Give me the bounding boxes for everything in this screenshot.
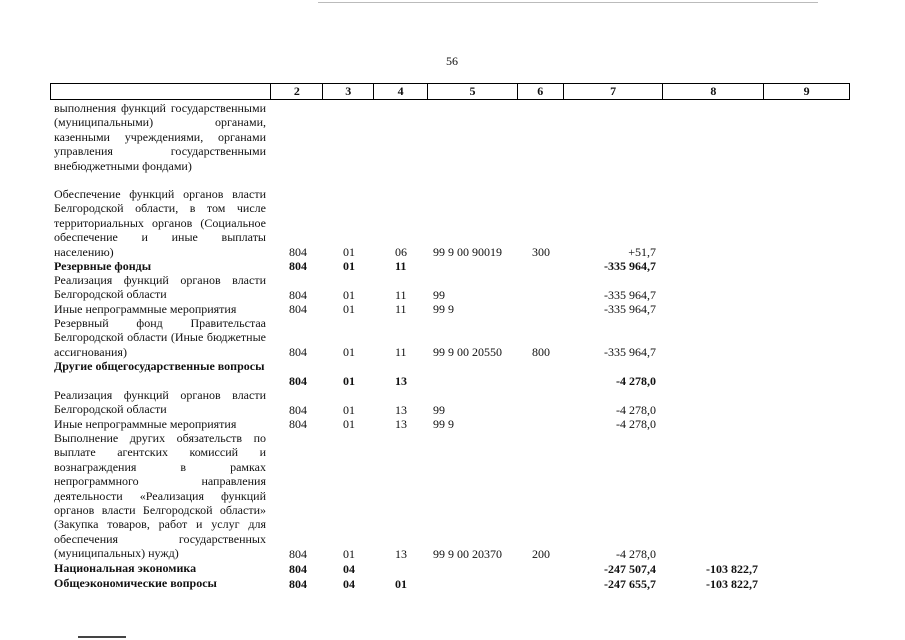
cell-col-4: 13: [395, 402, 407, 417]
cell-col-5: 99: [433, 402, 445, 417]
table-row: [0, 576, 905, 591]
header-col-2: 2: [270, 84, 322, 99]
page-number: 56: [446, 54, 458, 68]
table-body: [0, 101, 905, 591]
row-name: выполнения функций государственными (муниципальными) органами, казенными учреждениями, органами управления государственными внебюджетными фондами): [54, 101, 266, 173]
cell-col-7: -247 655,7: [604, 576, 656, 591]
cell-col-4: 01: [395, 576, 407, 591]
table-row: [0, 417, 905, 431]
cell-col-2: 804: [289, 287, 307, 302]
row-name: Другие общегосударственные вопросы: [54, 359, 265, 373]
header-col-6: 6: [517, 84, 563, 99]
row-name: Иные непрограммные мероприятия: [54, 417, 237, 431]
cell-col-4: 13: [395, 546, 407, 561]
bottom-rule: [78, 636, 126, 638]
table-header: [50, 83, 850, 100]
cell-col-5: 99: [433, 287, 445, 302]
table-row: [0, 101, 905, 187]
cell-col-3: 01: [343, 258, 355, 273]
row-name: Резервные фонды: [54, 259, 152, 273]
row-name: Общеэкономические вопросы: [54, 576, 217, 590]
cell-col-5: 99 9 00 90019: [433, 244, 502, 259]
cell-col-4: 11: [395, 301, 407, 316]
header-col-7: 7: [563, 84, 663, 99]
header-col-8: 8: [662, 84, 763, 99]
row-name: Иные непрограммные мероприятия: [54, 302, 237, 316]
table-row: [0, 431, 905, 561]
cell-col-4: 11: [395, 344, 407, 359]
cell-col-7: -4 278,0: [616, 373, 656, 388]
cell-col-4: 13: [395, 416, 407, 431]
cell-col-2: 804: [289, 402, 307, 417]
cell-col-3: 04: [343, 561, 355, 576]
table-row: [0, 273, 905, 302]
cell-col-7: -335 964,7: [604, 344, 656, 359]
table-row: [0, 187, 905, 259]
header-col-1: [51, 84, 270, 99]
cell-col-6: 800: [532, 344, 550, 359]
cell-col-8: -103 822,7: [706, 561, 758, 576]
header-col-5: 5: [427, 84, 517, 99]
row-name: Выполнение других обязательств по выплате агентских комиссий и вознаграждения в рамках непрограммного направления деятельности «Реализация функций органов власти Белгородской области» (Закупка товаров, работ и услуг для обеспечения государственных (муниципальных) нужд): [54, 431, 266, 561]
cell-col-3: 01: [343, 301, 355, 316]
cell-col-2: 804: [289, 546, 307, 561]
header-col-9: 9: [763, 84, 849, 99]
top-rule: [318, 2, 818, 3]
cell-col-2: 804: [289, 244, 307, 259]
cell-col-7: -4 278,0: [616, 416, 656, 431]
cell-col-5: 99 9: [433, 416, 454, 431]
cell-col-7: +51,7: [628, 244, 656, 259]
cell-col-3: 01: [343, 244, 355, 259]
cell-col-3: 01: [343, 373, 355, 388]
cell-col-4: 11: [395, 287, 407, 302]
cell-col-3: 04: [343, 576, 355, 591]
header-col-3: 3: [322, 84, 373, 99]
table-row: [0, 561, 905, 576]
cell-col-7: -4 278,0: [616, 546, 656, 561]
row-name: Реализация функций органов власти Белгородской области: [54, 388, 266, 417]
cell-col-7: -335 964,7: [604, 301, 656, 316]
cell-col-7: -335 964,7: [604, 258, 656, 273]
table-row: [0, 316, 905, 359]
cell-col-3: 01: [343, 344, 355, 359]
table-row: [0, 259, 905, 273]
row-name: Обеспечение функций органов власти Белгородской области, в том числе территориальных органов (Социальное обеспечение и иные выплаты населению): [54, 187, 266, 259]
cell-col-8: -103 822,7: [706, 576, 758, 591]
cell-col-5: 99 9 00 20370: [433, 546, 502, 561]
header-col-4: 4: [373, 84, 427, 99]
row-name: Резервный фонд Правительстаа Белгородской области (Иные бюджетные ассигнования): [54, 316, 266, 359]
cell-col-2: 804: [289, 344, 307, 359]
row-name: Национальная экономика: [54, 561, 197, 575]
cell-col-3: 01: [343, 416, 355, 431]
cell-col-2: 804: [289, 301, 307, 316]
cell-col-5: 99 9: [433, 301, 454, 316]
cell-col-2: 804: [289, 576, 307, 591]
cell-col-2: 804: [289, 373, 307, 388]
cell-col-2: 804: [289, 416, 307, 431]
cell-col-4: 06: [395, 244, 407, 259]
cell-col-7: -247 507,4: [604, 561, 656, 576]
cell-col-5: 99 9 00 20550: [433, 344, 502, 359]
table-row: [0, 302, 905, 316]
cell-col-4: 11: [395, 258, 407, 273]
cell-col-3: 01: [343, 402, 355, 417]
cell-col-7: -4 278,0: [616, 402, 656, 417]
cell-col-3: 01: [343, 287, 355, 302]
cell-col-6: 200: [532, 546, 550, 561]
cell-col-6: 300: [532, 244, 550, 259]
table-row: [0, 388, 905, 417]
row-name: Реализация функций органов власти Белгородской области: [54, 273, 266, 302]
cell-col-4: 13: [395, 373, 407, 388]
cell-col-7: -335 964,7: [604, 287, 656, 302]
cell-col-2: 804: [289, 258, 307, 273]
cell-col-2: 804: [289, 561, 307, 576]
table-row: [0, 359, 905, 388]
cell-col-3: 01: [343, 546, 355, 561]
